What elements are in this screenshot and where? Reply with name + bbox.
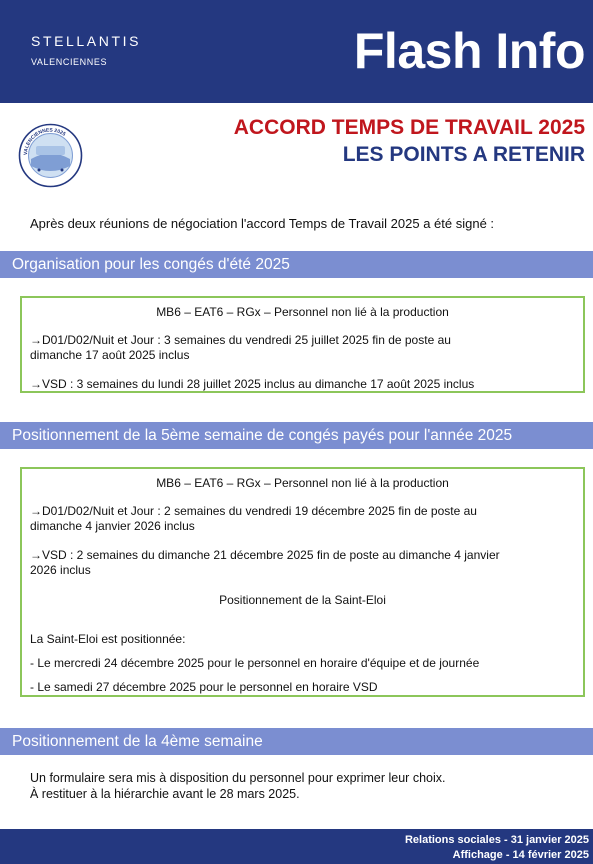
5th-week-box-title: MB6 – EAT6 – RGx – Personnel non lié à la production — [156, 476, 449, 490]
summer-box — [20, 296, 585, 393]
footer-banner — [0, 829, 593, 864]
header-banner — [0, 0, 593, 103]
summer-box-title: MB6 – EAT6 – RGx – Personnel non lié à la production — [156, 305, 449, 319]
summer-item1-b: dimanche 17 août 2025 inclus — [30, 348, 190, 362]
saint-eloi-title: Positionnement de la Saint-Eloi — [219, 593, 386, 607]
header-title: Flash Info — [353, 23, 585, 79]
footer-relations-date: Relations sociales - 31 janvier 2025 — [404, 834, 589, 846]
5th-week-box — [20, 467, 585, 697]
section-heading-summer: Organisation pour les congés d'été 2025 — [0, 251, 593, 278]
5th-week-item1-b: dimanche 4 janvier 2026 inclus — [30, 519, 195, 533]
saint-eloi-item2: - Le samedi 27 décembre 2025 pour le personnel en horaire VSD — [30, 680, 378, 694]
valenciennes-emblem-icon — [17, 122, 84, 189]
5th-week-item2-a: →VSD : 2 semaines du dimanche 21 décembre 2025 fin de poste au dimanche 4 janvier — [30, 548, 500, 562]
saint-eloi-intro: La Saint-Eloi est positionnée: — [30, 632, 186, 646]
section-heading-4th-week: Positionnement de la 4ème semaine — [0, 728, 593, 755]
logo-brand: STELLANTIS — [31, 33, 142, 49]
5th-week-item2-b: 2026 inclus — [30, 563, 91, 577]
5th-week-item1-a: →D01/D02/Nuit et Jour : 2 semaines du vendredi 19 décembre 2025 fin de poste au — [30, 504, 477, 518]
4th-week-line2: À restituer à la hiérarchie avant le 28 mars 2025. — [30, 787, 300, 801]
footer-display-date: Affichage - 14 février 2025 — [452, 849, 589, 861]
main-subtitle: LES POINTS A RETENIR — [342, 143, 585, 166]
summer-item1-a: →D01/D02/Nuit et Jour : 3 semaines du vendredi 25 juillet 2025 fin de poste au — [30, 333, 451, 347]
4th-week-line1: Un formulaire sera mis à disposition du personnel pour exprimer leur choix. — [30, 771, 446, 785]
intro-text: Après deux réunions de négociation l'accord Temps de Travail 2025 a été signé : — [30, 216, 495, 231]
summer-item2: →VSD : 3 semaines du lundi 28 juillet 2025 inclus au dimanche 17 août 2025 inclus — [30, 377, 475, 391]
logo-site: VALENCIENNES — [31, 57, 108, 67]
saint-eloi-item1: - Le mercredi 24 décembre 2025 pour le personnel en horaire d'équipe et de journée — [30, 656, 480, 670]
stellantis-logo — [31, 33, 141, 67]
section-heading-5th-week: Positionnement de la 5ème semaine de congés payés pour l'année 2025 — [0, 422, 593, 449]
main-title: ACCORD TEMPS DE TRAVAIL 2025 — [233, 116, 585, 139]
emblem-arc-text: VALENCIENNES 2025 — [22, 127, 67, 156]
